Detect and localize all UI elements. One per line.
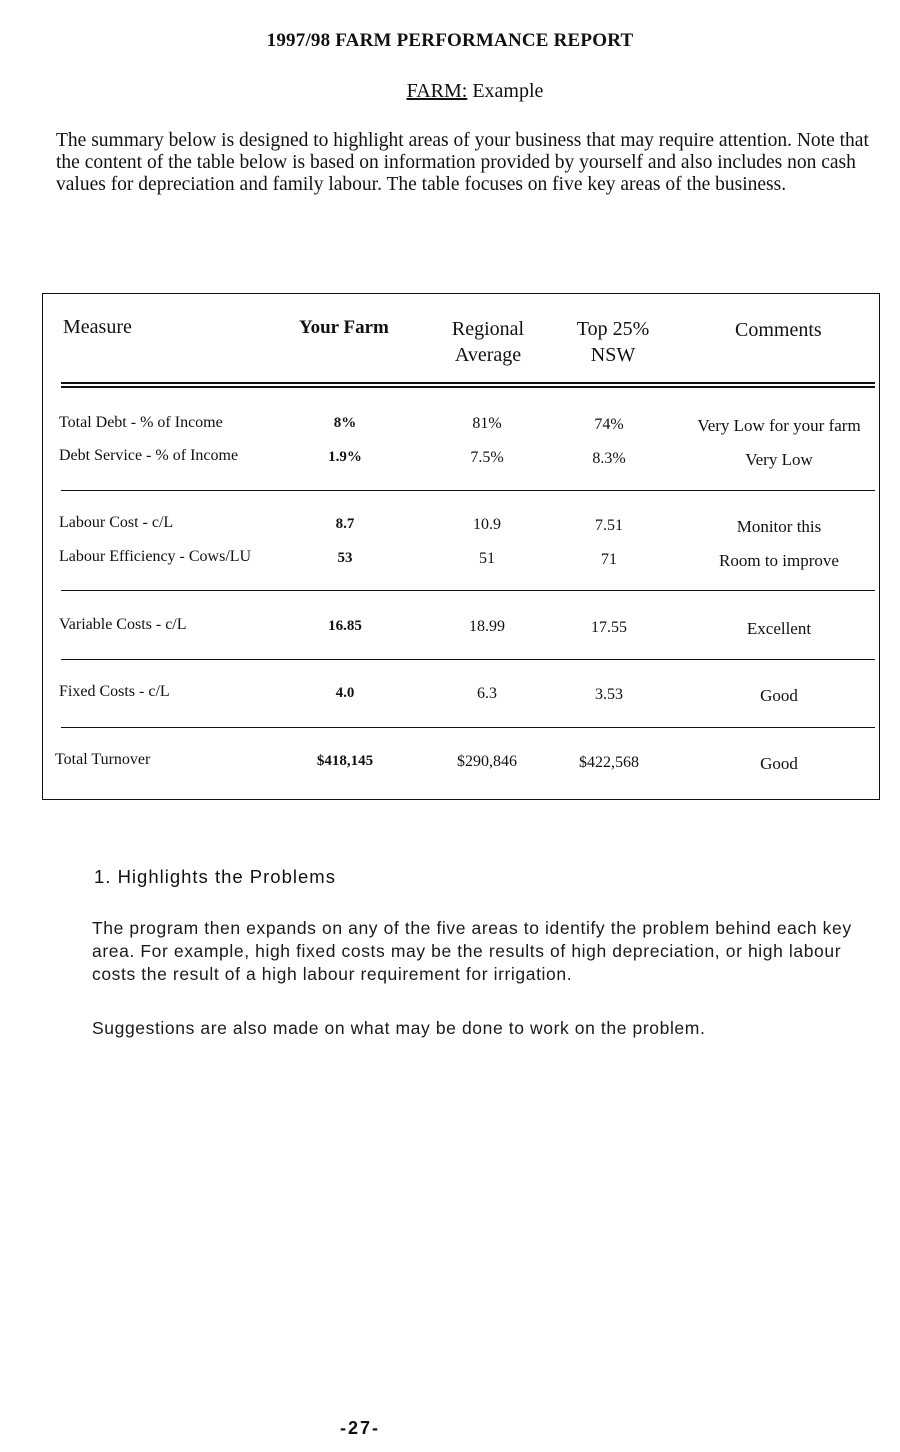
row-comment: Very Low [745, 450, 813, 469]
row-top: 7.51 [595, 517, 623, 534]
row-measure: Total Turnover [55, 751, 151, 768]
row-your-farm: 8% [333, 415, 357, 431]
row-comment: Very Low for your farm [697, 416, 861, 435]
row-regional: 51 [479, 550, 495, 567]
performance-table [42, 293, 880, 800]
row-top: $422,568 [579, 754, 639, 771]
page-number: -27- [339, 1418, 380, 1438]
header-top-line1: Top 25% [576, 318, 650, 340]
row-your-farm: 4.0 [335, 685, 355, 701]
group-divider [61, 490, 875, 491]
header-double-rule [61, 382, 875, 388]
farm-label: FARM: [406, 80, 468, 102]
header-your-farm: Your Farm [299, 317, 389, 338]
row-your-farm: 53 [337, 550, 353, 566]
row-comment: Good [760, 686, 798, 705]
row-regional: 6.3 [477, 685, 497, 702]
header-regional-line1: Regional [451, 318, 525, 340]
section-heading: 1. Highlights the Problems [94, 866, 336, 887]
row-regional: 18.99 [469, 618, 505, 635]
header-regional-average [423, 316, 553, 368]
header-measure: Measure [63, 316, 132, 338]
row-regional: 10.9 [473, 516, 501, 533]
row-your-farm: 8.7 [335, 516, 355, 532]
row-top: 71 [601, 551, 617, 568]
row-measure: Debt Service - % of Income [59, 447, 239, 464]
group-divider [61, 659, 875, 660]
row-top: 3.53 [595, 686, 623, 703]
farm-line [0, 80, 900, 103]
header-top-line2: NSW [590, 344, 636, 366]
row-comment: Good [760, 754, 798, 773]
row-top: 17.55 [591, 619, 627, 636]
row-measure: Labour Cost - c/L [59, 514, 174, 531]
row-regional: 7.5% [470, 449, 504, 466]
farm-value: Example [472, 80, 544, 102]
row-regional: $290,846 [457, 753, 517, 770]
row-top: 8.3% [592, 450, 626, 467]
row-your-farm: $418,145 [316, 753, 374, 769]
report-title: 1997/98 FARM PERFORMANCE REPORT [266, 30, 634, 51]
row-measure: Labour Efficiency - Cows/LU [59, 548, 252, 565]
row-regional: 81% [472, 415, 502, 432]
row-your-farm: 16.85 [328, 618, 362, 634]
header-top-25 [553, 316, 673, 368]
row-comment: Room to improve [719, 551, 839, 570]
header-regional-line2: Average [454, 344, 522, 366]
section-paragraph-1: The program then expands on any of the five areas to identify the problem behind each key area. For example, high fixed costs may be the results of high depreciation, or high labour costs the result of a high labour requirement for irrigation. [92, 918, 852, 984]
row-measure: Fixed Costs - c/L [59, 683, 170, 700]
row-measure: Total Debt - % of Income [59, 414, 223, 431]
header-comments: Comments [735, 319, 822, 341]
row-your-farm: 1.9% [328, 449, 362, 465]
row-top: 74% [594, 416, 624, 433]
row-comment: Monitor this [736, 517, 822, 536]
section-paragraph-2: Suggestions are also made on what may be done to work on the problem. [92, 1018, 706, 1038]
row-comment: Excellent [746, 619, 812, 638]
intro-paragraph: The summary below is designed to highlight areas of your business that may require attention. Note that the content of the table below is based on information provided by yourself and also includes non cash values for depreciation and family labour. The table focuses on five key areas of the business. [56, 130, 869, 195]
row-measure: Variable Costs - c/L [59, 616, 187, 633]
group-divider [61, 727, 875, 728]
group-divider [61, 590, 875, 591]
